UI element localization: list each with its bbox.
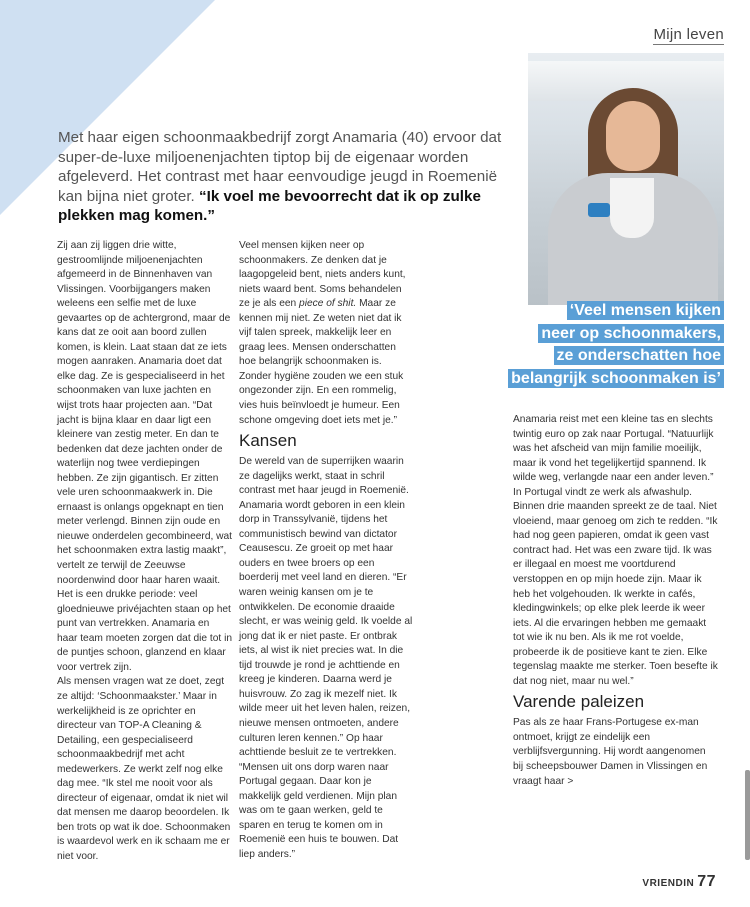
pullquote-line: belangrijk schoonmaken is’ (508, 369, 724, 388)
intro-text: Met haar eigen schoonmaakbedrijf zorgt Anamaria (40) ervoor dat super-de-luxe miljoenenjachten tiptop bij de eigenaar worden afgeleverd. Het contrast met haar eenvoudige jeugd in Roemenië kan bijna niet groter. (58, 129, 502, 205)
section-tag: Mijn leven (653, 26, 724, 43)
intro-quote: “Ik voel me bevoorrecht dat ik op zulke plekken mag komen.” (58, 187, 481, 224)
body-paragraph (239, 239, 414, 428)
photo-logo-badge (588, 203, 610, 217)
photo-shirt (610, 178, 654, 238)
body-italic: piece of shit. (299, 298, 357, 310)
page-number: 77 (697, 873, 716, 890)
body-paragraph: Als mensen vragen wat ze doet, zegt ze altijd: ‘Schoonmaakster.’ Maar in werkelijkheid is ze oprichter en directeur van TOP-A Cleaning & Detailing, een gespecialiseerd schoonmaakbedrijf met acht medewerkers. Ze werkt zelf nog elke dag mee. “Ik stel me nooit voor als directeur of eigenaar, omdat ik niet wil dat mensen me daarop beoordelen. Ik ben trots op wat ik doe. Schoonmaken is waardevol werk en ik schaam me er niet voor. (57, 676, 231, 862)
portrait-photo (528, 53, 724, 305)
body-text: Pas als ze haar Frans-Portugese ex-man ontmoet, krijgt ze eindelijk een verblijfsvergunning. Hij wordt aangenomen bij scheepsbouwer Damen in Vlissingen en vraagt haar (513, 717, 708, 787)
pullquote-line: ‘Veel mensen kijken (567, 301, 724, 320)
magazine-name: VRIENDIN (642, 878, 695, 889)
pullquote-line: neer op schoonmakers, (538, 324, 724, 343)
article-column-2 (239, 239, 414, 862)
body-paragraph: In Portugal vindt ze werk als afwashulp. Binnen drie maanden spreekt ze de taal. Niet vloeiend, maar genoeg om zich te redden. “Ik had nog geen papieren, omdat ik geen vast contract had. Het was een zware tijd. Ik was er illegaal en moest me voortdurend verstoppen en op mijn hoede zijn. Maar ik heb het volgehouden. Ik werkte in cafés, kledingwinkels; op elke plek leerde ik weer iets. Al die ervaringen hebben me gemaakt tot wie ik nu ben. Als ik me rot voelde, probeerde ik de positieve kant te zien. Elke tegenslag maakte me sterker. Toen besefte ik dat nog niet, maar nu wel.” (513, 486, 718, 687)
body-paragraph (513, 716, 718, 789)
body-paragraph: De wereld van de superrijken waarin ze dagelijks werkt, staat in schril contrast met haar jeugd in Roemenië. Anamaria wordt geboren in een klein dorp in Transsylvanië, tijdens het communistisch bewind van dictator Ceausescu. Ze groeit op met haar ouders en twee broers op een boerderij met veel land en dieren. “Er waren weinig kansen om je te ontwikkelen. De economie draaide slecht, er was weinig geld. Ik voelde al jong dat ik er niet paste. Er ontbrak iets, al wist ik niet precies wat. In die tijd trouwde je rond je achttiende en kreeg je kinderen. Daarna werd je huisvrouw. Zo zag ik mezelf niet. Ik wilde meer uit het leven halen, reizen, nieuwe mensen ontmoeten, andere culturen leren kennen.” Op haar achttiende besluit ze te vertrekken. “Mensen uit ons dorp waren naar Portugal gegaan. Daar kon je makkelijk geld verdienen. Mijn plan was om te gaan werken, geld te sparen en terug te komen om in Roemenië een huis te bouwen. Dat liep anders.” (239, 456, 413, 860)
photo-face (606, 101, 660, 171)
body-paragraph: Zij aan zij liggen drie witte, gestroomlijnde miljoenenjachten afgemeerd in de Binnenhaven van Vlissingen. Voorbijgangers maken weleens een selfie met de luxe gevaartes op de achtergrond, maar de kans dat ze ooit aan boord zullen komen, is klein. Laat staan dat ze iets mogen aanraken. Anamaria doet dat elke dag. Ze is gespecialiseerd in het schoonmaken van luxe jachten en wijst trots haar projecten aan. “Dat jacht is bijna klaar en daar ligt een kleinere van zestig meter. En dan te bedenken dat deze jachten onder de waterlijn nog twee verdiepingen hebben. Ze zijn gigantisch. Er zitten vele uren schoonmaakwerk in. Die ernaast is onlangs opgeknapt en tien meter verlengd. Binnen zijn oude en nieuwe onderdelen gecombineerd, wat het schoonmaken extra lastig maakt”, vertelt ze terwijl de Zeeuwse noordenwind door haar haren waait. Het is een drukke periode: veel gloednieuwe privéjachten staan op het punt van vertrekken. Anamaria en haar team moeten zorgen dat die tot in de puntjes schoon, glanzend en klaar voor vertrek zijn. (57, 240, 233, 673)
continue-arrow-icon: > (567, 775, 574, 787)
intro-paragraph (58, 128, 510, 226)
pull-quote (474, 300, 724, 390)
body-paragraph: Anamaria reist met een kleine tas en slechts twintig euro op zak naar Portugal. “Natuurlijk was het afscheid van mijn familie moeilijk, maar ik vond het tegelijkertijd spannend. Ik wilde weg, verlangde naar een ander leven.” (513, 414, 714, 484)
pullquote-line: ze onderschatten hoe (554, 346, 724, 365)
subheading-kansen: Kansen (239, 431, 297, 451)
scrollbar-thumb[interactable] (745, 770, 750, 860)
subheading-varende-paleizen: Varende paleizen (513, 692, 645, 712)
body-text: Maar ze kennen mij niet. Ze weten niet dat ik vijf talen spreek, makkelijk leer en graag lees. Mensen onderschatten hoe belangrijk schoonmaken is. Zonder hygiëne zouden we een stuk ongezonder zijn. En een rommelig, vies huis beïnvloedt je humeur. Een schone omgeving doet iets met je.” (239, 298, 404, 426)
body-text: Veel mensen kijken neer op schoonmakers. Ze denken dat je laagopgeleid bent, niets anders kunt, niets waard bent. Soms behandelen ze je als een (239, 240, 406, 310)
article-column-3 (513, 413, 718, 789)
article-column-1 (57, 239, 232, 865)
page-folio (642, 873, 716, 891)
